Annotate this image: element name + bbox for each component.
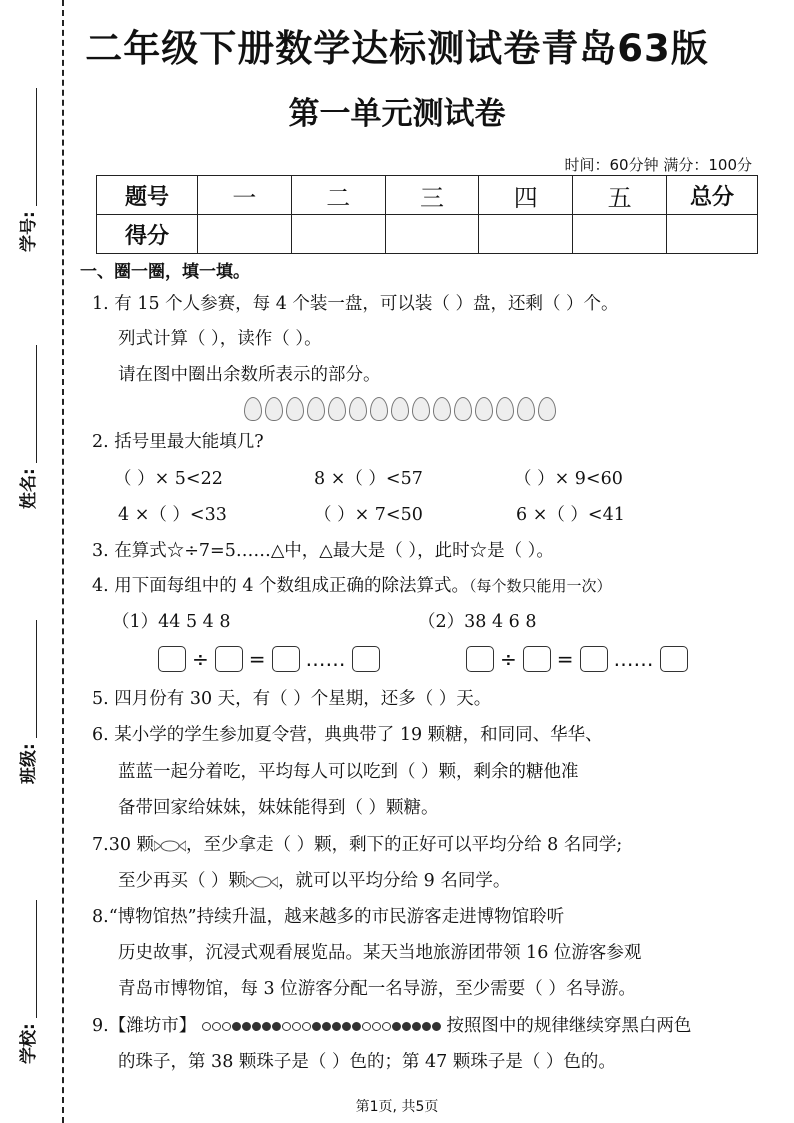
black-bead [312, 1022, 321, 1031]
black-bead [252, 1022, 261, 1031]
black-bead [262, 1022, 271, 1031]
answer-box[interactable] [352, 646, 380, 672]
score-table-cell: 四 [479, 176, 573, 215]
q2-item: （ ）× 7<50 [314, 505, 423, 525]
white-bead [382, 1022, 391, 1031]
q1-line1: 1. 有 15 个人参赛，每 4 个装一盘，可以装（ ）盘，还剩（ ）个。 [92, 294, 619, 314]
score-table-cell: 题号 [97, 176, 198, 215]
score-input-cell[interactable] [667, 215, 758, 254]
score-table-header-row [97, 176, 758, 215]
q4-title: 4. 用下面每组中的 4 个数组成正确的除法算式。 [92, 576, 470, 596]
answer-box[interactable] [158, 646, 186, 672]
equals-sign: = [556, 647, 574, 671]
black-bead [402, 1022, 411, 1031]
q2-item: （ ）× 5<22 [114, 469, 223, 489]
black-bead [352, 1022, 361, 1031]
score-row-label: 得分 [97, 215, 198, 254]
black-bead [412, 1022, 421, 1031]
black-bead [392, 1022, 401, 1031]
score-table-cell: 五 [573, 176, 667, 215]
q6-line1: 6. 某小学的学生参加夏令营，典典带了 19 颗糖，和同同、华华、 [92, 725, 603, 745]
page-subtitle: 第一单元测试卷 [288, 96, 506, 132]
score-table-cell: 一 [198, 176, 292, 215]
q7-line2 [118, 867, 510, 892]
score-input-cell[interactable] [479, 215, 573, 254]
student-no-label: 学号: [19, 211, 39, 252]
seed-icon[interactable] [265, 397, 283, 421]
q8-line3: 青岛市博物馆，每 3 位游客分配一名导游，至少需要（ ）名导游。 [118, 979, 636, 999]
score-table-cell: 三 [385, 176, 479, 215]
answer-box[interactable] [272, 646, 300, 672]
seed-icon[interactable] [328, 397, 346, 421]
white-bead [202, 1022, 211, 1031]
black-bead [322, 1022, 331, 1031]
white-bead [362, 1022, 371, 1031]
q9-line2: 的珠子，第 38 颗珠子是（ ）色的；第 47 颗珠子是（ ）色的。 [118, 1052, 616, 1072]
remainder-dots: …… [613, 647, 654, 671]
school-label: 学校: [19, 1023, 39, 1064]
divide-sign: ÷ [500, 647, 517, 671]
black-bead [432, 1022, 441, 1031]
q4-title-row [92, 572, 612, 597]
white-bead [302, 1022, 311, 1031]
q4-group1: （1）44 5 4 8 [112, 612, 231, 632]
q5-text: 5. 四月份有 30 天，有（ ）个星期，还多（ ）天。 [92, 689, 492, 709]
q3-text: 3. 在算式☆÷7=5……△中，△最大是（ ），此时☆是（ ）。 [92, 541, 554, 561]
white-bead [222, 1022, 231, 1031]
score-table-score-row [97, 215, 758, 254]
answer-box[interactable] [466, 646, 494, 672]
score-input-cell[interactable] [198, 215, 292, 254]
q2-item: （ ）× 9<60 [514, 469, 623, 489]
seed-icon[interactable] [433, 397, 451, 421]
q6-line3: 备带回家给妹妹，妹妹能得到（ ）颗糖。 [118, 798, 439, 818]
q7-line1 [92, 831, 622, 856]
binding-dashed-line [62, 0, 64, 1123]
q2-item: 8 ×（ ）<57 [314, 469, 423, 489]
seed-icon[interactable] [475, 397, 493, 421]
candy-icon [246, 875, 278, 889]
q9-line1b: 按照图中的规律继续穿黑白两色 [446, 1016, 692, 1036]
q9-line1 [92, 1012, 691, 1037]
white-bead [212, 1022, 221, 1031]
seed-icon[interactable] [391, 397, 409, 421]
candy-icon [154, 839, 186, 853]
black-bead [342, 1022, 351, 1031]
page-title: 二年级下册数学达标测试卷青岛63版 [85, 27, 709, 70]
seed-icon[interactable] [517, 397, 535, 421]
score-input-cell[interactable] [573, 215, 667, 254]
q2-item: 4 ×（ ）<33 [118, 505, 227, 525]
seed-icon[interactable] [454, 397, 472, 421]
score-input-cell[interactable] [291, 215, 385, 254]
time-info: 时间：60分钟 满分：100分 [564, 156, 752, 174]
class-label: 班级: [19, 743, 39, 784]
black-bead [272, 1022, 281, 1031]
page-footer: 第1页, 共5页 [355, 1099, 439, 1115]
seed-icon[interactable] [370, 397, 388, 421]
q4-equation-1 [158, 646, 380, 672]
q7-line2b: ，就可以平均分给 9 名同学。 [278, 871, 511, 891]
white-bead [372, 1022, 381, 1031]
q4-note: （每个数只能用一次） [469, 577, 612, 595]
q2-item: 6 ×（ ）<41 [516, 505, 625, 525]
class-field[interactable] [14, 620, 48, 784]
white-bead [292, 1022, 301, 1031]
q7-line1a: 7.30 颗 [92, 835, 155, 855]
black-bead [242, 1022, 251, 1031]
name-field[interactable] [14, 345, 48, 509]
answer-box[interactable] [215, 646, 243, 672]
q9-tag: 9.【潍坊市】 [92, 1016, 197, 1036]
seed-icon[interactable] [244, 397, 262, 421]
black-bead [422, 1022, 431, 1031]
black-bead [332, 1022, 341, 1031]
seed-icon[interactable] [538, 397, 556, 421]
answer-box[interactable] [660, 646, 688, 672]
q4-group2: （2）38 4 6 8 [418, 612, 537, 632]
q7-line2a: 至少再买（ ）颗 [118, 871, 247, 891]
score-input-cell[interactable] [385, 215, 479, 254]
section-title: 一、圈一圈，填一填。 [80, 262, 250, 282]
score-table-cell: 二 [291, 176, 385, 215]
q2-title: 2. 括号里最大能填几? [92, 432, 264, 452]
score-table [96, 175, 758, 254]
name-label: 姓名: [19, 468, 39, 509]
answer-box[interactable] [580, 646, 608, 672]
q4-equation-2 [466, 646, 688, 672]
q7-line1b: ，至少拿走（ ）颗，剩下的正好可以平均分给 8 名同学; [186, 835, 623, 855]
score-table-cell: 总分 [667, 176, 758, 215]
equals-sign: = [248, 647, 266, 671]
seed-icon[interactable] [349, 397, 367, 421]
seed-icon[interactable] [307, 397, 325, 421]
divide-sign: ÷ [192, 647, 209, 671]
q6-line2: 蓝蓝一起分着吃，平均每人可以吃到（ ）颗，剩余的糖他准 [118, 762, 579, 782]
seed-picture[interactable] [244, 397, 556, 421]
bead-string [202, 1022, 441, 1031]
answer-box[interactable] [523, 646, 551, 672]
q8-line1: 8.“博物馆热”持续升温，越来越多的市民游客走进博物馆聆听 [92, 907, 565, 927]
q1-line3: 请在图中圈出余数所表示的部分。 [118, 365, 381, 385]
remainder-dots: …… [305, 647, 346, 671]
seed-icon[interactable] [286, 397, 304, 421]
q8-line2: 历史故事，沉浸式观看展览品。某天当地旅游团带领 16 位游客参观 [118, 943, 642, 963]
school-field[interactable] [14, 900, 48, 1064]
black-bead [232, 1022, 241, 1031]
white-bead [282, 1022, 291, 1031]
seed-icon[interactable] [412, 397, 430, 421]
seed-icon[interactable] [496, 397, 514, 421]
q1-line2: 列式计算（ ），读作（ ）。 [118, 329, 322, 349]
